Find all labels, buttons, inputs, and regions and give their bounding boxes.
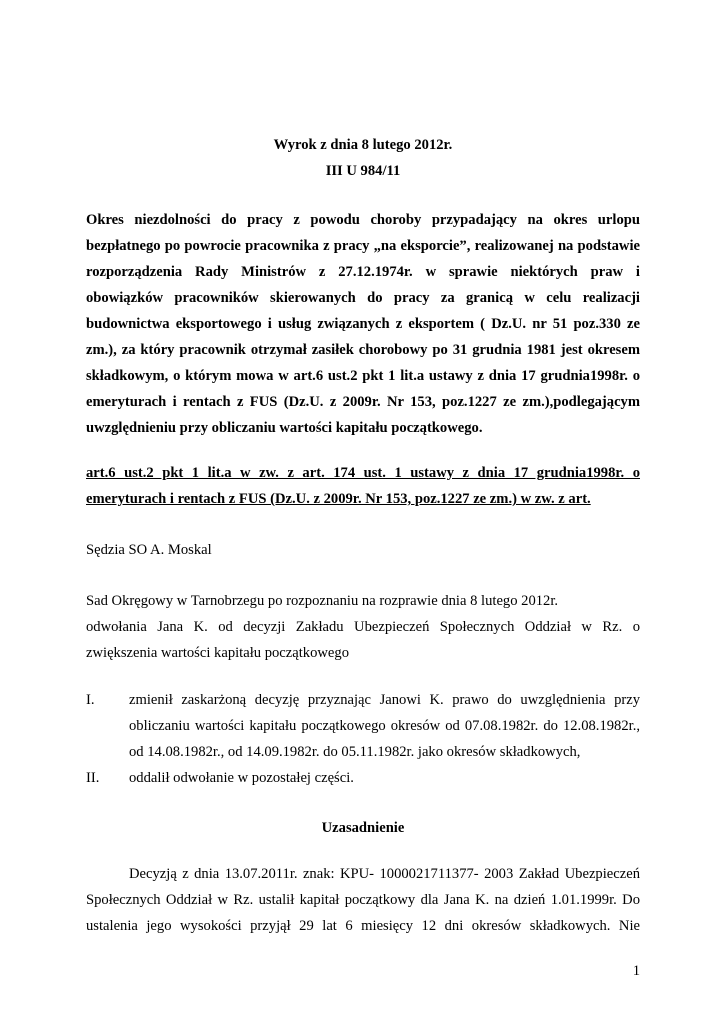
- thesis-line: uwzględnieniu przy obliczaniu wartości kapitału początkowego.: [86, 420, 483, 436]
- ruling-number: II.: [86, 770, 100, 786]
- ruling-number: I.: [86, 692, 95, 708]
- thesis-line: obowiązków pracowników skierowanych do pracy za granicą w celu realizacji: [86, 290, 640, 306]
- ruling-text: [129, 765, 640, 791]
- thesis-line: składkowym, o którym mowa w art.6 ust.2 pkt 1 lit.a ustawy z dnia 17 grudnia1998r. o: [86, 368, 640, 384]
- legal-basis-line: art.6 ust.2 pkt 1 lit.a w zw. z art. 174 ust. 1 ustawy z dnia 17 grudnia1998r. o: [86, 465, 640, 481]
- judge-name: Sędzia SO A. Moskal: [86, 542, 212, 558]
- ruling-line: zmienił zaskarżoną decyzję przyznając Janowi K. prawo do uwzględnienia przy: [129, 692, 640, 708]
- thesis-line: rozporządzenia Rady Ministrów z 27.12.1974r. w sprawie niektórych praw i: [86, 264, 640, 280]
- thesis-line: zm.), za który pracownik otrzymał zasiłek chorobowy po 31 grudnia 1981 jest okresem: [86, 342, 640, 358]
- justification-line: Decyzją z dnia 13.07.2011r. znak: KPU- 1000021711377- 2003 Zakład Ubezpieczeń: [129, 866, 640, 882]
- legal-basis-paragraph: [86, 460, 640, 512]
- judgment-title: Wyrok z dnia 8 lutego 2012r.: [273, 137, 453, 153]
- intro-paragraph: [86, 588, 640, 666]
- intro-line: zwiększenia wartości kapitału początkowego: [86, 645, 349, 661]
- page-number: 1: [632, 963, 640, 979]
- intro-line: odwołania Jana K. od decyzji Zakładu Ubezpieczeń Społecznych Oddział w Rz. o: [86, 619, 640, 635]
- thesis-line: Okres niezdolności do pracy z powodu choroby przypadający na okres urlopu: [86, 212, 640, 228]
- justification-line: Społecznych Oddział w Rz. ustalił kapitał początkowy dla Jana K. na dzień 1.01.1999r. Do: [86, 892, 640, 908]
- thesis-paragraph: [86, 207, 640, 441]
- justification-heading: Uzasadnienie: [321, 820, 405, 836]
- intro-line: Sad Okręgowy w Tarnobrzegu po rozpoznaniu na rozprawie dnia 8 lutego 2012r.: [86, 593, 559, 609]
- justification-paragraph: [86, 861, 640, 939]
- ruling-line: oddalił odwołanie w pozostałej części.: [129, 770, 354, 786]
- thesis-line: budownictwa eksportowego i usług związanych z eksportem ( Dz.U. nr 51 poz.330 ze: [86, 316, 640, 332]
- ruling-line: obliczaniu wartości kapitału początkowego okresów od 07.08.1982r. do 12.08.1982r.,: [129, 718, 640, 734]
- justification-line: ustalenia jego wysokości przyjął 29 lat 6 miesięcy 12 dni okresów składkowych. Nie: [86, 918, 640, 934]
- ruling-line: od 14.08.1982r., od 14.09.1982r. do 05.11.1982r. jako okresów składkowych,: [129, 744, 581, 760]
- legal-basis-line: emeryturach i rentach z FUS (Dz.U. z 2009r. Nr 153, poz.1227 ze zm.) w zw. z art.: [86, 491, 591, 507]
- ruling-text: [129, 687, 640, 765]
- case-number: III U 984/11: [325, 163, 401, 179]
- thesis-line: bezpłatnego po powrocie pracownika z pracy „na eksporcie”, realizowanej na podstawie: [86, 238, 640, 254]
- thesis-line: emeryturach i rentach z FUS (Dz.U. z 2009r. Nr 153, poz.1227 ze zm.),podlegającym: [86, 394, 640, 410]
